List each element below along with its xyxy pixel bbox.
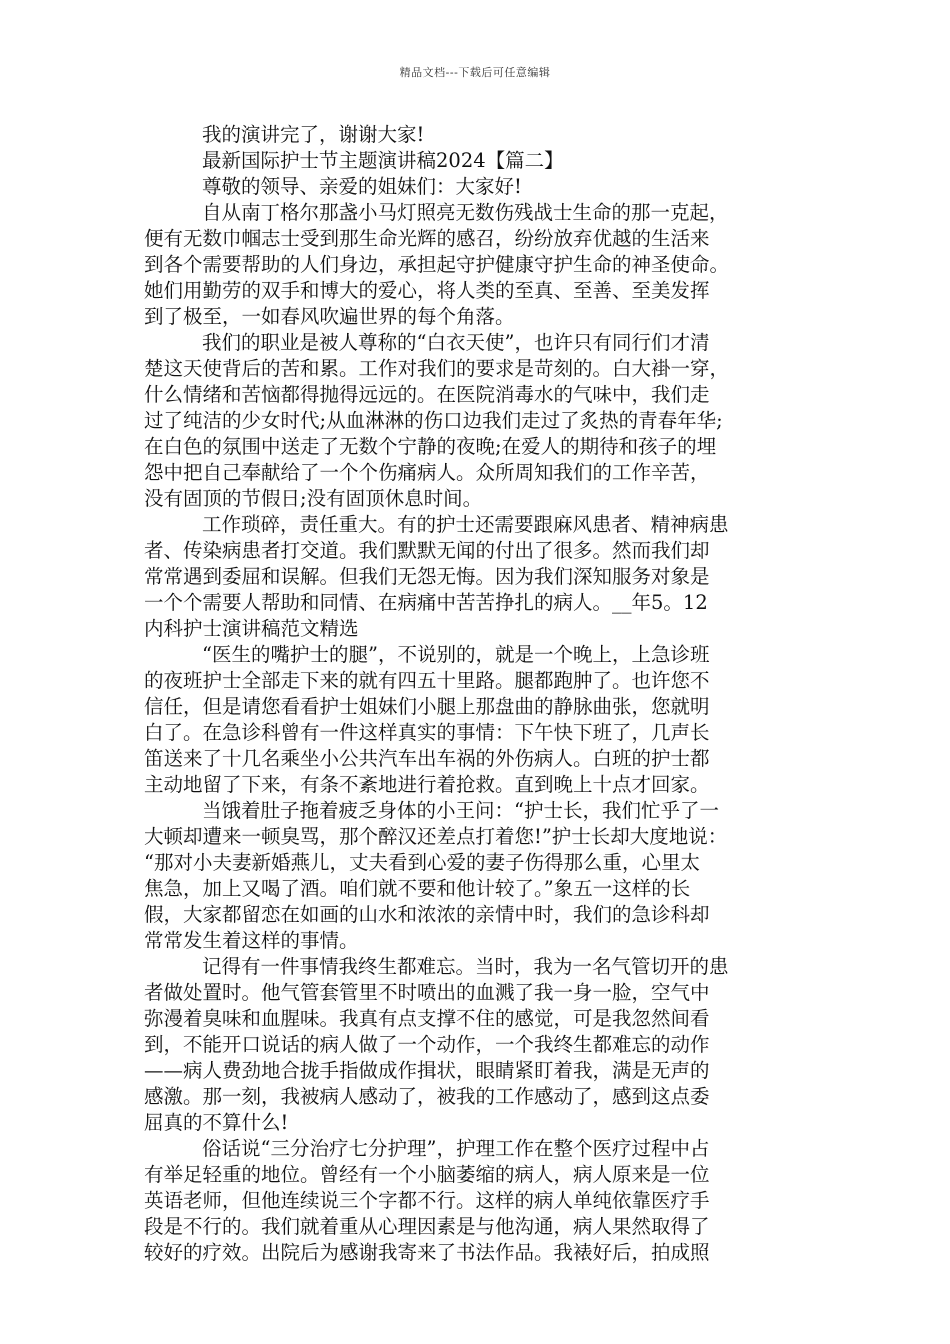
text-line: 大顿却遭来一顿臭骂，那个醉汉还差点打着您!”护士长却大度地说： (144, 825, 728, 848)
text-line: 内科护士演讲稿范文精选 (144, 617, 359, 640)
text-line: 便有无数巾帼志士受到那生命光辉的感召，纷纷放弃优越的生活来 (144, 227, 710, 250)
page-header: 精品文档---下载后可任意编辑 (399, 66, 551, 79)
text-line: 记得有一件事情我终生都难忘。当时，我为一名气管切开的患 (202, 955, 729, 978)
text-line: 较好的疗效。出院后为感谢我寄来了书法作品。我裱好后，拍成照 (144, 1241, 710, 1264)
text-line: 没有固顶的节假日;没有固顶休息时间。 (144, 487, 483, 510)
text-line: 到，不能开口说话的病人做了一个动作，一个我终生都难忘的动作 (144, 1033, 710, 1056)
text-line: 信任，但是请您看看护士姐妹们小腿上那盘曲的静脉曲张，您就明 (144, 695, 710, 718)
text-line: 常常遇到委屈和误解。但我们无怨无悔。因为我们深知服务对象是 (144, 565, 710, 588)
text-line: 尊敬的领导、亲爱的姐妹们：大家好! (202, 175, 522, 198)
text-line: 白了。在急诊科曾有一件这样真实的事情：下午快下班了，几声长 (144, 721, 710, 744)
text-line: 有举足轻重的地位。曾经有一个小脑萎缩的病人，病人原来是一位 (144, 1163, 710, 1186)
text-line: 我的演讲完了，谢谢大家! (202, 123, 425, 146)
text-line: 在白色的氛围中送走了无数个宁静的夜晚;在爱人的期待和孩子的埋 (144, 435, 717, 458)
text-line: 主动地留了下来，有条不紊地进行着抢救。直到晚上十点才回家。 (144, 773, 710, 796)
text-line: 笛送来了十几名乘坐小公共汽车出车祸的外伤病人。白班的护士都 (144, 747, 710, 770)
text-line: 怨中把自己奉献给了一个个伤痛病人。众所周知我们的工作辛苦， (144, 461, 710, 484)
text-line: 弥漫着臭味和血腥味。我真有点支撑不住的感觉，可是我忽然间看 (144, 1007, 710, 1030)
text-line: 一个个需要人帮助和同情、在病痛中苦苦挣扎的病人。__年5。12 (144, 591, 708, 614)
text-line: 什么情绪和苦恼都得抛得远远的。在医院消毒水的气味中，我们走 (144, 383, 710, 406)
text-line: 自从南丁格尔那盏小马灯照亮无数伤残战士生命的那一克起， (202, 201, 729, 224)
text-line: 到了极至，一如春风吹遍世界的每个角落。 (144, 305, 515, 328)
text-line: ——病人费劲地合拢手指做成作揖状，眼睛紧盯着我，满是无声的 (144, 1059, 710, 1082)
text-line: 屈真的不算什么! (144, 1111, 289, 1134)
text-line: 英语老师，但他连续说三个字都不行。这样的病人单纯依靠医疗手 (144, 1189, 710, 1212)
text-line: 我们的职业是被人尊称的“白衣天使”，也许只有同行们才清 (202, 331, 710, 354)
text-line: 工作琐碎，责任重大。有的护士还需要跟麻风患者、精神病患 (202, 513, 729, 536)
text-line: 最新国际护士节主题演讲稿2024【篇二】 (202, 149, 564, 172)
text-line: 楚这天使背后的苦和累。工作对我们的要求是苛刻的。白大褂一穿， (144, 357, 730, 380)
text-line: 者做处置时。他气管套管里不时喷出的血溅了我一身一脸，空气中 (144, 981, 710, 1004)
text-line: 过了纯洁的少女时代;从血淋淋的伤口边我们走过了炙热的青春年华; (144, 409, 723, 432)
text-line: 焦急，加上又喝了酒。咱们就不要和他计较了。”象五一这样的长 (144, 877, 691, 900)
text-line: “那对小夫妻新婚燕儿，丈夫看到心爱的妻子伤得那么重，心里太 (144, 851, 700, 874)
text-line: 当饿着肚子拖着疲乏身体的小王问：“护士长，我们忙乎了一 (202, 799, 719, 822)
text-line: “医生的嘴护士的腿”，不说别的，就是一个晚上，上急诊班 (202, 643, 710, 666)
text-line: 者、传染病患者打交道。我们默默无闻的付出了很多。然而我们却 (144, 539, 710, 562)
text-line: 感激。那一刻，我被病人感动了，被我的工作感动了，感到这点委 (144, 1085, 710, 1108)
text-line: 她们用勤劳的双手和博大的爱心，将人类的至真、至善、至美发挥 (144, 279, 710, 302)
text-line: 到各个需要帮助的人们身边，承担起守护健康守护生命的神圣使命。 (144, 253, 730, 276)
text-line: 俗话说“三分治疗七分护理”，护理工作在整个医疗过程中占 (202, 1137, 710, 1160)
text-line: 的夜班护士全部走下来的就有四五十里路。腿都跑肿了。也许您不 (144, 669, 710, 692)
text-line: 假，大家都留恋在如画的山水和浓浓的亲情中时，我们的急诊科却 (144, 903, 710, 926)
text-line: 段是不行的。我们就着重从心理因素是与他沟通，病人果然取得了 (144, 1215, 710, 1238)
text-line: 常常发生着这样的事情。 (144, 929, 359, 952)
document-body (144, 122, 804, 1266)
